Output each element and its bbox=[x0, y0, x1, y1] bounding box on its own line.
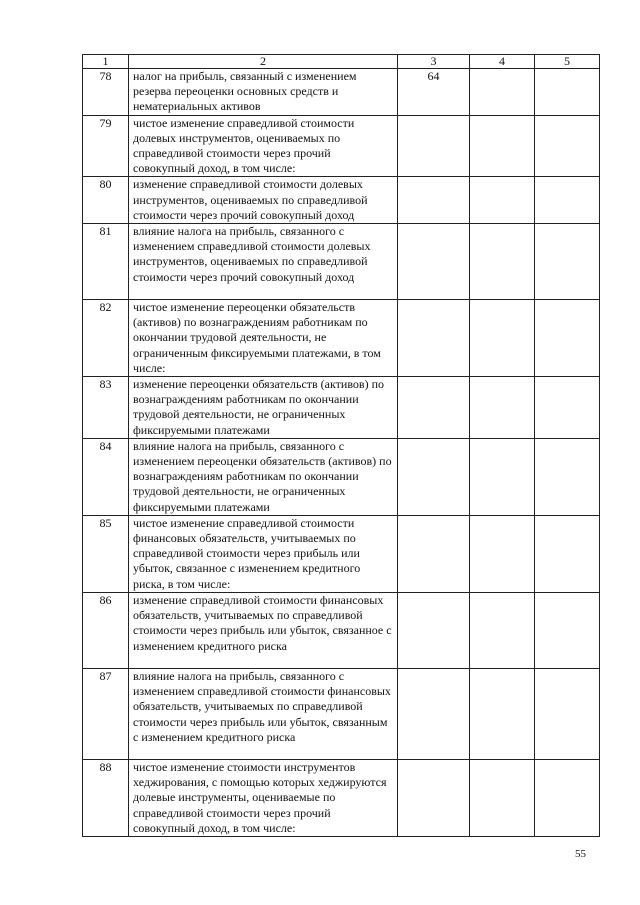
row-number: 85 bbox=[83, 515, 129, 592]
row-description: изменение справедливой стоимости финансовых обязательств, учитываемых по справедливой стоимости через прибыль или убыток, связанное с изменением кредитного риска bbox=[129, 592, 398, 668]
row-value-col4 bbox=[470, 438, 535, 515]
row-value-col3 bbox=[398, 515, 470, 592]
table-row bbox=[83, 759, 600, 836]
table-row bbox=[83, 377, 600, 439]
row-value-col3 bbox=[398, 759, 470, 836]
row-value-col5 bbox=[535, 224, 600, 300]
row-number: 78 bbox=[83, 69, 129, 116]
row-value-col4 bbox=[470, 69, 535, 116]
row-description: чистое изменение переоценки обязательств (активов) по вознаграждениям работникам по окончании трудовой деятельности, не ограниченным фиксируемыми платежами, в том числе: bbox=[129, 300, 398, 377]
row-value-col4 bbox=[470, 515, 535, 592]
row-number: 86 bbox=[83, 592, 129, 668]
table-row bbox=[83, 668, 600, 759]
row-number: 88 bbox=[83, 759, 129, 836]
row-value-col3 bbox=[398, 177, 470, 224]
header-cell-1: 1 bbox=[83, 55, 129, 69]
row-value-col3: 64 bbox=[398, 69, 470, 116]
row-description: изменение справедливой стоимости долевых инструментов, оцениваемых по справедливой стоимости через прочий совокупный доход bbox=[129, 177, 398, 224]
row-description: влияние налога на прибыль, связанного с изменением справедливой стоимости долевых инструментов, оцениваемых по справедливой стоимости через прочий совокупный доход bbox=[129, 224, 398, 300]
row-description: чистое изменение справедливой стоимости финансовых обязательств, учитываемых по справедливой стоимости через прибыль или убыток, связанное с изменением кредитного риска, в том числе: bbox=[129, 515, 398, 592]
row-value-col4 bbox=[470, 592, 535, 668]
header-cell-2: 2 bbox=[129, 55, 398, 69]
header-cell-5: 5 bbox=[535, 55, 600, 69]
header-cell-3: 3 bbox=[398, 55, 470, 69]
row-description: влияние налога на прибыль, связанного с изменением справедливой стоимости финансовых обязательств, учитываемых по справедливой стоимости через прибыль или убыток, связанным с изменением кредитного риска bbox=[129, 668, 398, 759]
row-number: 83 bbox=[83, 377, 129, 439]
row-description: чистое изменение справедливой стоимости долевых инструментов, оцениваемых по справедливой стоимости через прочий совокупный доход, в том числе: bbox=[129, 115, 398, 177]
table-row bbox=[83, 224, 600, 300]
row-value-col5 bbox=[535, 177, 600, 224]
row-value-col3 bbox=[398, 592, 470, 668]
row-value-col4 bbox=[470, 668, 535, 759]
row-value-col4 bbox=[470, 224, 535, 300]
row-value-col4 bbox=[470, 300, 535, 377]
row-number: 80 bbox=[83, 177, 129, 224]
table-row bbox=[83, 515, 600, 592]
header-cell-4: 4 bbox=[470, 55, 535, 69]
header-row bbox=[83, 55, 600, 69]
row-value-col3 bbox=[398, 438, 470, 515]
table-row bbox=[83, 300, 600, 377]
report-table bbox=[82, 54, 600, 837]
row-value-col5 bbox=[535, 69, 600, 116]
row-value-col5 bbox=[535, 668, 600, 759]
row-value-col3 bbox=[398, 668, 470, 759]
row-description: налог на прибыль, связанный с изменением резерва переоценки основных средств и нематериальных активов bbox=[129, 69, 398, 116]
row-description: изменение переоценки обязательств (активов) по вознаграждениям работникам по окончании трудовой деятельности, не ограниченных фиксируемыми платежами bbox=[129, 377, 398, 439]
row-value-col5 bbox=[535, 438, 600, 515]
row-value-col4 bbox=[470, 115, 535, 177]
table-row bbox=[83, 115, 600, 177]
row-number: 79 bbox=[83, 115, 129, 177]
table-row bbox=[83, 177, 600, 224]
row-number: 82 bbox=[83, 300, 129, 377]
table-row bbox=[83, 69, 600, 116]
row-value-col5 bbox=[535, 300, 600, 377]
row-value-col3 bbox=[398, 224, 470, 300]
row-value-col3 bbox=[398, 115, 470, 177]
row-number: 87 bbox=[83, 668, 129, 759]
row-value-col5 bbox=[535, 515, 600, 592]
row-value-col5 bbox=[535, 759, 600, 836]
row-number: 84 bbox=[83, 438, 129, 515]
row-value-col5 bbox=[535, 377, 600, 439]
row-value-col5 bbox=[535, 592, 600, 668]
row-number: 81 bbox=[83, 224, 129, 300]
table-row bbox=[83, 438, 600, 515]
row-value-col3 bbox=[398, 300, 470, 377]
row-value-col4 bbox=[470, 177, 535, 224]
row-value-col3 bbox=[398, 377, 470, 439]
row-description: чистое изменение стоимости инструментов хеджирования, с помощью которых хеджируются долевые инструменты, оцениваемые по справедливой стоимости через прочий совокупный доход, в том числе: bbox=[129, 759, 398, 836]
row-description: влияние налога на прибыль, связанного с изменением переоценки обязательств (активов) по вознаграждениям работникам по окончании трудовой деятельности, не ограниченных фиксируемыми платежами bbox=[129, 438, 398, 515]
row-value-col4 bbox=[470, 377, 535, 439]
page-number: 55 bbox=[575, 848, 586, 860]
row-value-col5 bbox=[535, 115, 600, 177]
row-value-col4 bbox=[470, 759, 535, 836]
table-row bbox=[83, 592, 600, 668]
